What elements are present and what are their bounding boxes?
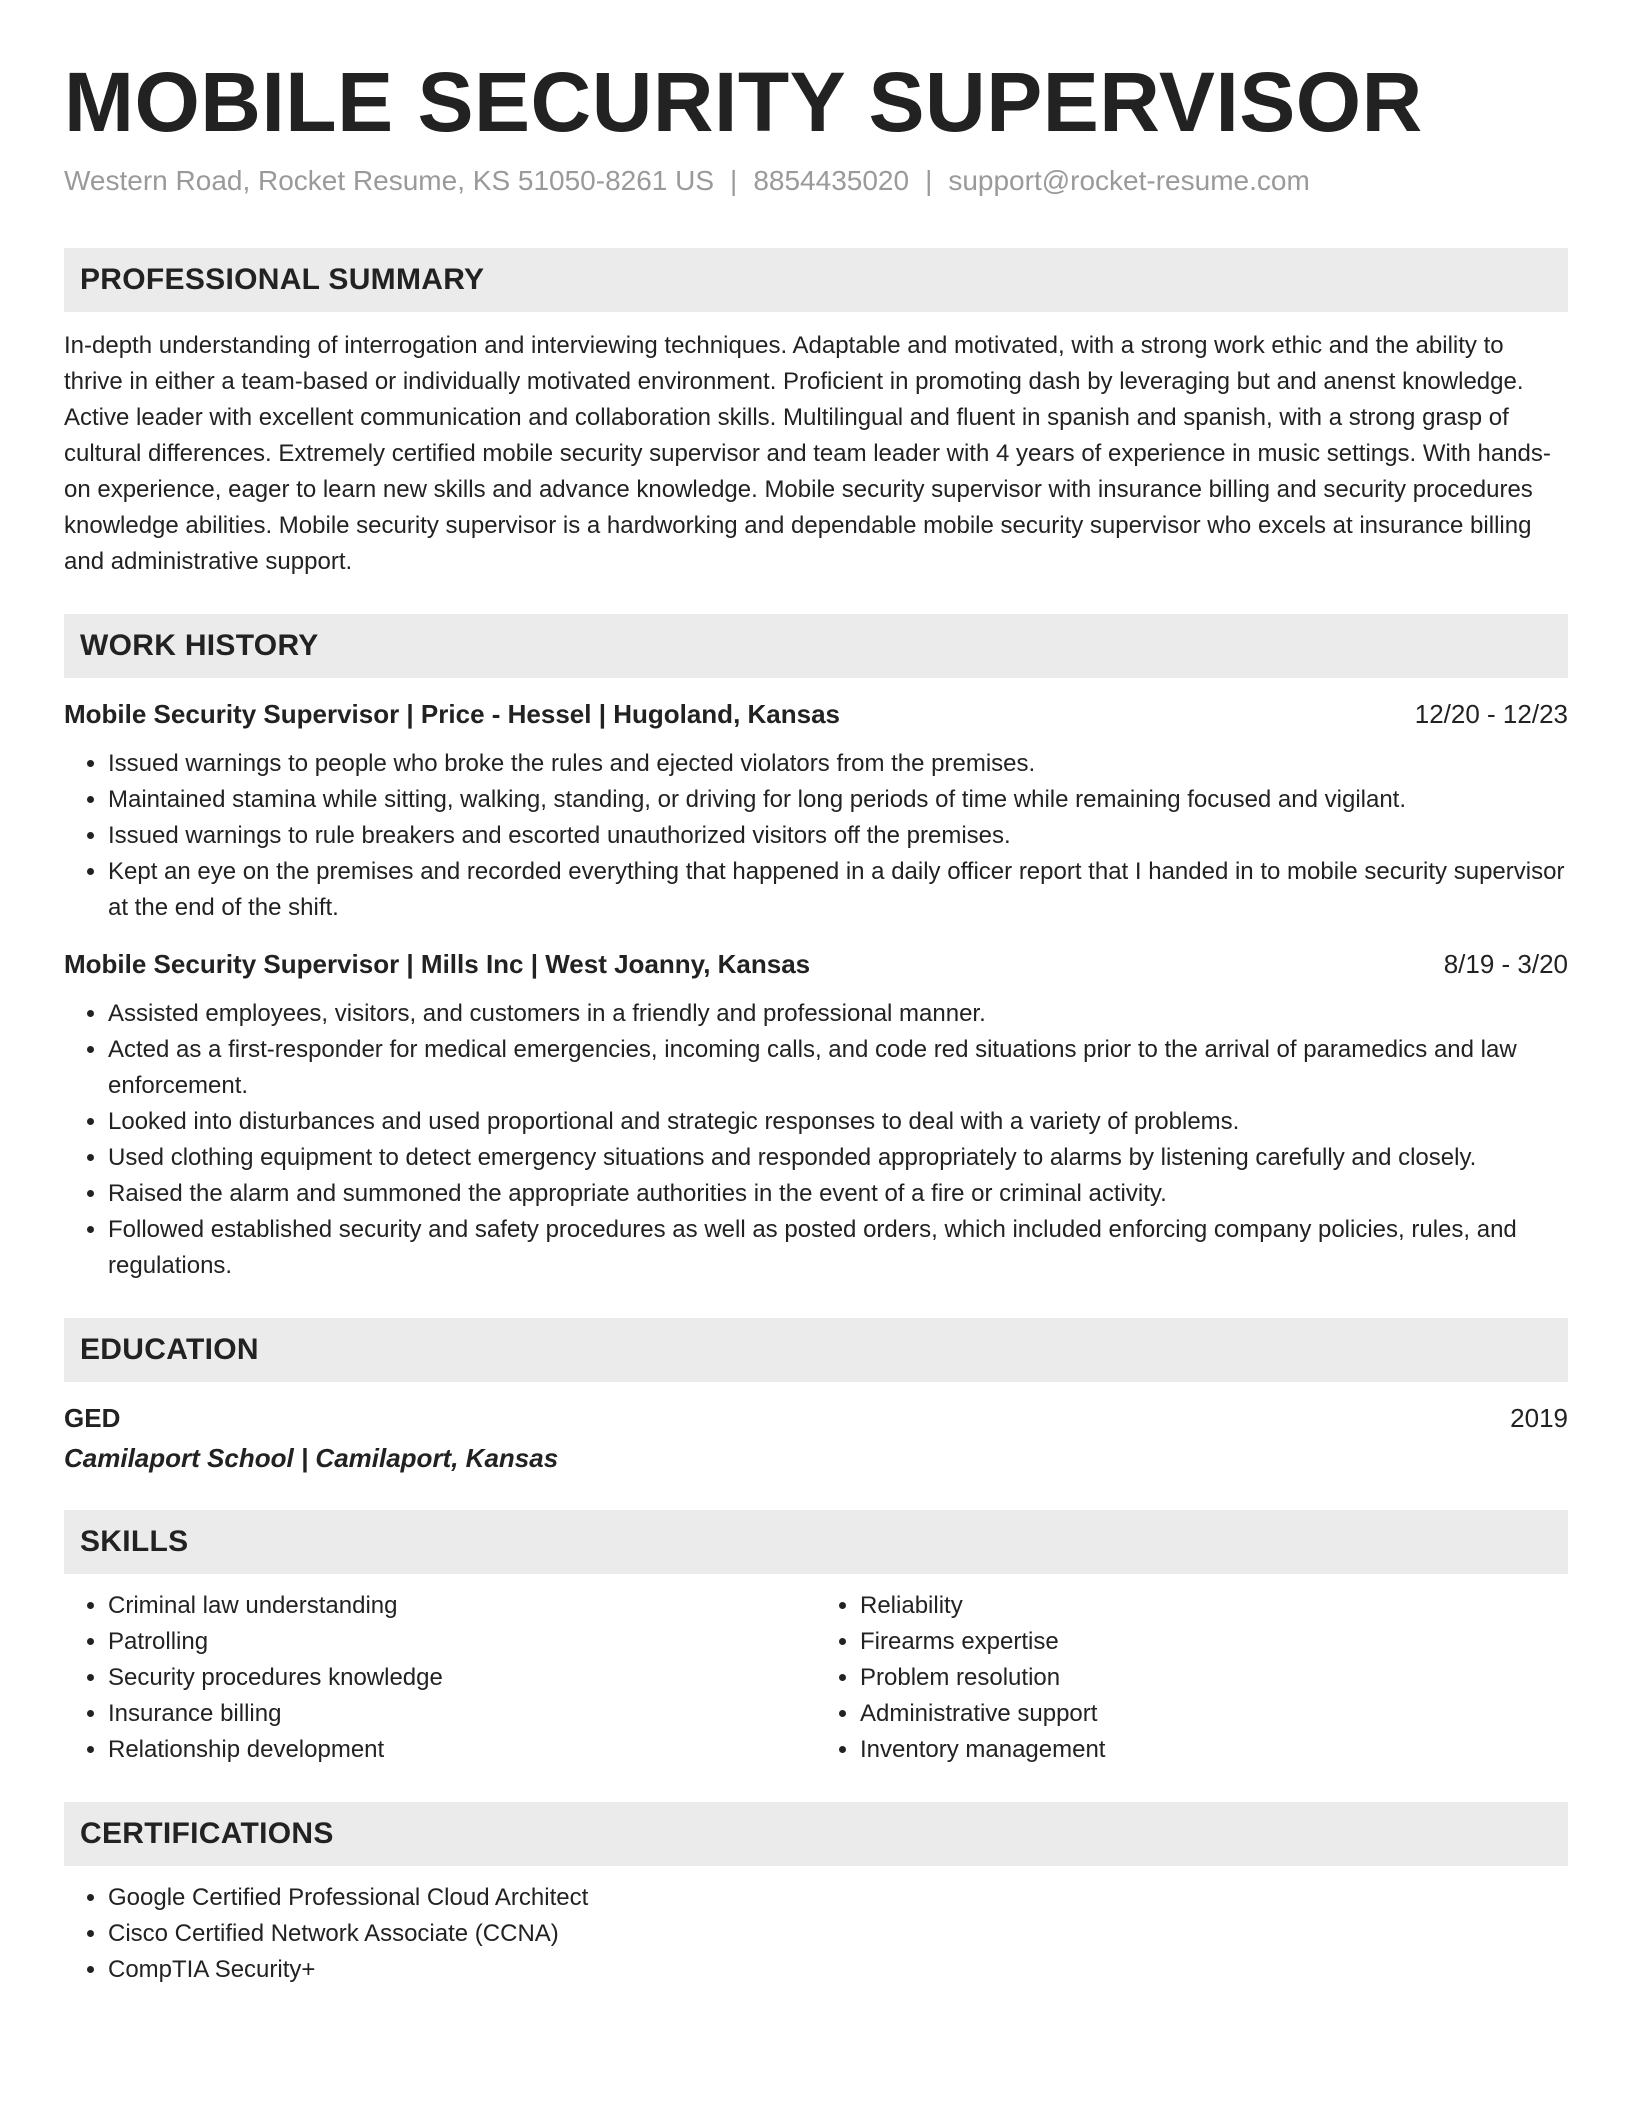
skill-item: • Firearms expertise (860, 1624, 1568, 1660)
resume-title: MOBILE SECURITY SUPERVISOR (64, 55, 1423, 149)
certification-item: • Google Certified Professional Cloud Architect (108, 1880, 1568, 1916)
section-header-work-history: WORK HISTORY (64, 614, 1568, 678)
list-item: • Followed established security and safety procedures as well as posted orders, which included enforcing company policies, rules, and regulations. (108, 1212, 1568, 1284)
job-bullets (64, 996, 1568, 1284)
section-header-certifications: CERTIFICATIONS (64, 1802, 1568, 1866)
contact-separator: | (925, 165, 933, 196)
list-item: • Issued warnings to rule breakers and escorted unauthorized visitors off the premises. (108, 818, 1568, 854)
job-title: Mobile Security Supervisor | Mills Inc | West Joanny, Kansas (64, 949, 811, 979)
skills-grid (64, 1588, 1568, 1768)
skills-column-left (64, 1588, 816, 1768)
skills-column-right (816, 1588, 1568, 1768)
section-header-education: EDUCATION (64, 1318, 1568, 1382)
skill-item: • Criminal law understanding (108, 1588, 816, 1624)
list-item: • Raised the alarm and summoned the appropriate authorities in the event of a fire or criminal activity. (108, 1176, 1568, 1212)
job-header (64, 696, 1568, 732)
skill-item: • Problem resolution (860, 1660, 1568, 1696)
certification-item: • CompTIA Security+ (108, 1952, 1568, 1988)
certification-item: • Cisco Certified Network Associate (CCNA) (108, 1916, 1568, 1952)
skill-item: • Insurance billing (108, 1696, 816, 1732)
skill-item: • Inventory management (860, 1732, 1568, 1768)
job-bullets (64, 746, 1568, 926)
contact-address: Western Road, Rocket Resume, KS 51050-8261 US (64, 165, 715, 196)
skill-item: • Relationship development (108, 1732, 816, 1768)
job-dates: 12/20 - 12/23 (1414, 699, 1568, 729)
list-item: • Kept an eye on the premises and recorded everything that happened in a daily officer report that I handed in to mobile security supervisor at the end of the shift. (108, 854, 1568, 926)
certifications-list (64, 1880, 1568, 1988)
list-item: • Maintained stamina while sitting, walking, standing, or driving for long periods of time while remaining focused and vigilant. (108, 782, 1568, 818)
section-header-skills: SKILLS (64, 1510, 1568, 1574)
summary-text: In-depth understanding of interrogation and interviewing techniques. Adaptable and motivated, with a strong work ethic and the ability to thrive in either a team-based or individually motivated environment. Proficient in promoting dash by leveraging but and anenst knowledge. Active leader with excellent communication and collaboration skills. Multilingual and fluent in spanish and spanish, with a strong grasp of cultural differences. Extremely certified mobile security supervisor and team leader with 4 years of experience in music settings. With hands-on experience, eager to learn new skills and advance knowledge. Mobile security supervisor with insurance billing and security procedures knowledge abilities. Mobile security supervisor is a hardworking and dependable mobile security supervisor who excels at insurance billing and administrative support. (64, 332, 1551, 575)
list-item: • Used clothing equipment to detect emergency situations and responded appropriately to alarms by listening carefully and closely. (108, 1140, 1568, 1176)
skill-item: • Reliability (860, 1588, 1568, 1624)
list-item: • Issued warnings to people who broke the rules and ejected violators from the premises. (108, 746, 1568, 782)
list-item: • Acted as a first-responder for medical emergencies, incoming calls, and code red situations prior to the arrival of paramedics and law enforcement. (108, 1032, 1568, 1104)
skill-item: • Security procedures knowledge (108, 1660, 816, 1696)
contact-separator: | (730, 165, 738, 196)
education-header (64, 1400, 1568, 1436)
job-entry (64, 946, 1568, 1284)
contact-email: support@rocket-resume.com (948, 165, 1310, 196)
job-title: Mobile Security Supervisor | Price - Hessel | Hugoland, Kansas (64, 699, 841, 729)
section-header-summary: PROFESSIONAL SUMMARY (64, 248, 1568, 312)
job-header (64, 946, 1568, 982)
job-dates: 8/19 - 3/20 (1443, 949, 1568, 979)
contact-line (64, 164, 1568, 198)
list-item: • Assisted employees, visitors, and customers in a friendly and professional manner. (108, 996, 1568, 1032)
education-degree: GED (64, 1403, 121, 1433)
contact-phone: 8854435020 (753, 165, 910, 196)
list-item: • Looked into disturbances and used proportional and strategic responses to deal with a variety of problems. (108, 1104, 1568, 1140)
education-year: 2019 (1510, 1403, 1568, 1433)
skill-item: • Patrolling (108, 1624, 816, 1660)
education-school: Camilaport School | Camilaport, Kansas (64, 1443, 559, 1473)
skill-item: • Administrative support (860, 1696, 1568, 1732)
job-entry (64, 696, 1568, 926)
